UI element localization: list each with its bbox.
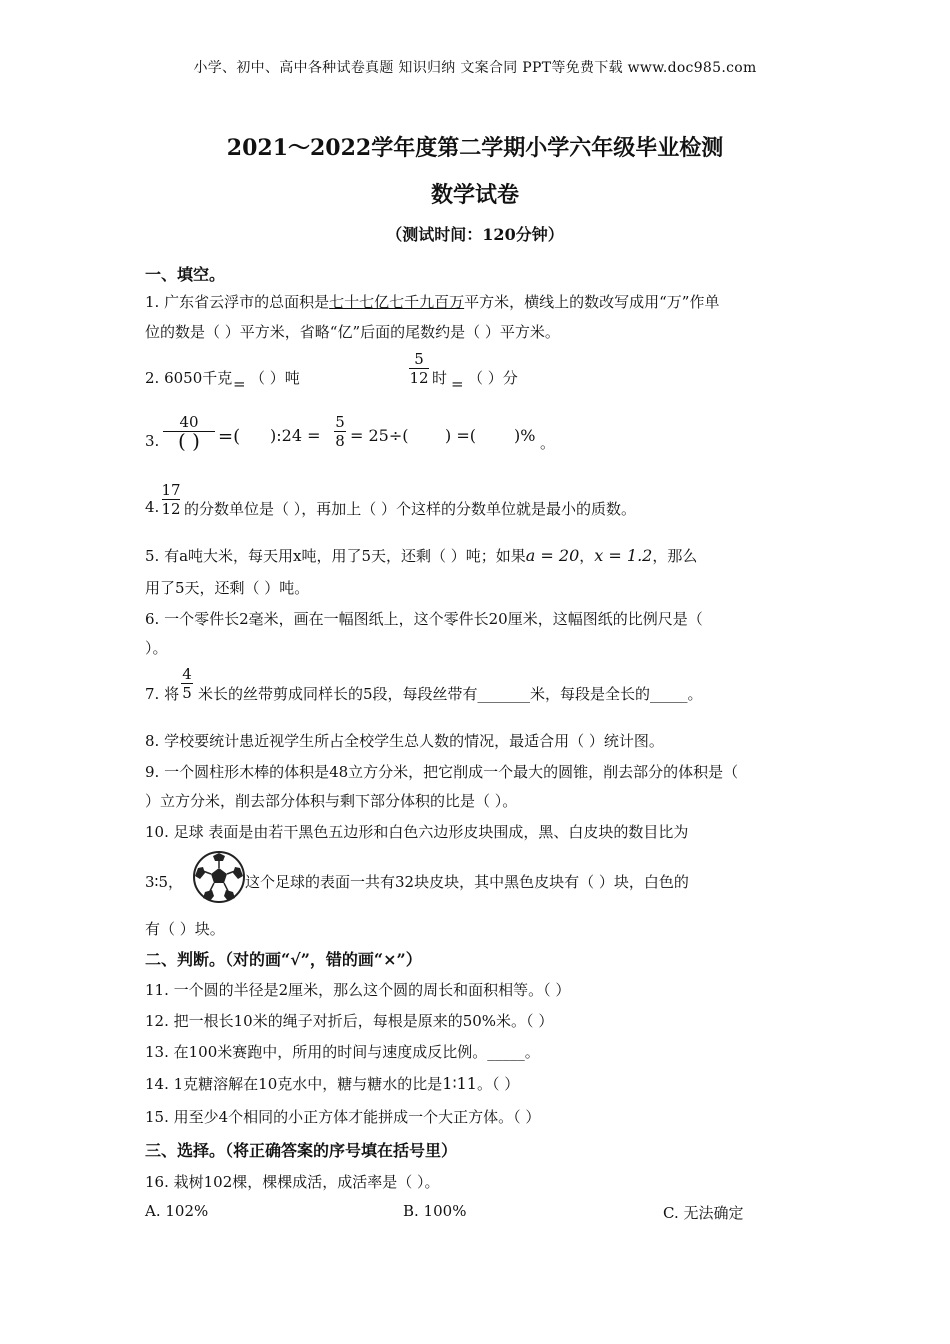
exam-duration: （测试时间：120分钟）: [386, 225, 564, 244]
question-6-line2: ）。: [145, 639, 168, 657]
underlined-number: 七十七亿七千九百万: [329, 293, 465, 311]
q3-ratio: ):24 =: [270, 426, 321, 445]
fraction-numerator: 5: [414, 350, 424, 368]
fraction-5-12: [408, 350, 430, 387]
exam-subject: 数学试卷: [430, 182, 519, 208]
question-2-part2: （ ）吨: [250, 369, 300, 387]
question-7-text: 米长的丝带剪成同样长的5段，每段丝带有_______米，每段是全长的_____。: [198, 685, 703, 703]
question-4-text: 的分数单位是（ ），再加上（ ）个这样的分数单位就是最小的质数。: [184, 500, 637, 518]
question-10-line2: 这个足球的表面一共有32块皮块，其中黑色皮块有（ ）块，白色的: [245, 873, 689, 891]
q3-eq1: =(: [218, 426, 241, 447]
fraction-numerator: 17: [161, 481, 181, 499]
question-11: 11. 一个圆的半径是2厘米，那么这个圆的周长和面积相等。（ ）: [145, 981, 571, 999]
soccer-ball-icon: [192, 850, 246, 904]
q3-end: 。: [540, 434, 556, 452]
question-2-part3: （ ）分: [468, 369, 518, 387]
question-2-hour: 时: [432, 369, 448, 387]
q3-percent: )%: [514, 426, 536, 445]
math-a-equals-20: a = 20: [525, 546, 580, 565]
question-12: 12. 把一根长10米的绳子对折后，每根是原来的50%米。（ ）: [145, 1012, 554, 1030]
q3-division: = 25÷(: [350, 426, 409, 445]
q3-eq2: ) =(: [445, 426, 476, 445]
question-5-line2: 用了5天，还剩（ ）吨。: [145, 579, 310, 597]
question-2-part1: 2. 6050千克: [145, 369, 233, 387]
fraction-40-blank: [163, 413, 215, 452]
question-1-line1: 1. 广东省云浮市的总面积是七十七亿七千九百万平方米，横线上的数改写成用“万”作单: [145, 293, 720, 311]
equals-sign-2: =: [451, 375, 464, 393]
question-16: 16. 栽树102棵，棵棵成活，成活率是（ ）。: [145, 1173, 440, 1191]
fraction-denominator: 8: [335, 432, 345, 450]
question-3-label: 3.: [145, 432, 160, 450]
question-6-line1: 6. 一个零件长2毫米，画在一幅图纸上，这个零件长20厘米，这幅图纸的比例尺是（: [145, 610, 703, 628]
question-7-prefix: 7. 将: [145, 685, 180, 703]
equals-sign: =: [233, 375, 246, 393]
fraction-4-5: [180, 665, 194, 702]
section-3-heading: 三、选择。（将正确答案的序号填在括号里）: [145, 1141, 458, 1160]
option-a: A. 102%: [145, 1202, 209, 1220]
option-b: B. 100%: [403, 1202, 467, 1220]
ratio-1-11: 1∶11: [442, 1074, 477, 1093]
fraction-denominator: 12: [409, 369, 429, 387]
question-4-label: 4.: [145, 498, 160, 516]
section-1-heading: 一、填空。: [145, 265, 226, 284]
fraction-17-12: [161, 481, 181, 518]
question-10-line1: 10. 足球 表面是由若干黑色五边形和白色六边形皮块围成，黑、白皮块的数目比为: [145, 823, 689, 841]
option-c: C. 无法确定: [663, 1204, 744, 1222]
fraction-numerator: 5: [335, 413, 345, 431]
question-10-line3: 有（ ）块。: [145, 920, 225, 938]
question-9-line2: ）立方分米，削去部分体积与剩下部分体积的比是（ ）。: [145, 792, 518, 810]
question-15: 15. 用至少4个相同的小正方体才能拼成一个大正方体。（ ）: [145, 1108, 541, 1126]
question-8: 8. 学校要统计患近视学生所占全校学生总人数的情况，最适合用（ ）统计图。: [145, 732, 664, 750]
page-header: 小学、初中、高中各种试卷真题 知识归纳 文案合同 PPT等免费下载 www.doc985.com: [193, 60, 757, 76]
fraction-numerator: 40: [179, 413, 199, 431]
question-5-line1: 5. 有a吨大米，每天用x吨，用了5天，还剩（ ）吨；如果a = 20，x = 1.2，那么: [145, 546, 698, 565]
section-2-heading: 二、判断。（对的画“√”，错的画“×”）: [145, 950, 422, 969]
fraction-5-8: [333, 413, 347, 450]
question-14: 14. 1克糖溶解在10克水中，糖与糖水的比是1∶11。（ ）: [145, 1074, 520, 1093]
question-1-line2: 位的数是（ ）平方米，省略“亿”后面的尾数约是（ ）平方米。: [145, 323, 560, 341]
fraction-denominator: 12: [161, 500, 181, 518]
exam-title: 2021～2022学年度第二学期小学六年级毕业检测: [226, 135, 724, 161]
fraction-denominator: 5: [182, 684, 192, 702]
math-x-equals-1-2: x = 1.2: [594, 546, 653, 565]
fraction-denominator: ( ): [178, 429, 200, 453]
fraction-numerator: 4: [182, 665, 192, 683]
question-10-ratio: 3∶5，: [145, 873, 183, 891]
question-9-line1: 9. 一个圆柱形木棒的体积是48立方分米，把它削成一个最大的圆锥，削去部分的体积是（: [145, 763, 739, 781]
question-13: 13. 在100米赛跑中，所用的时间与速度成反比例。_____。: [145, 1043, 540, 1061]
